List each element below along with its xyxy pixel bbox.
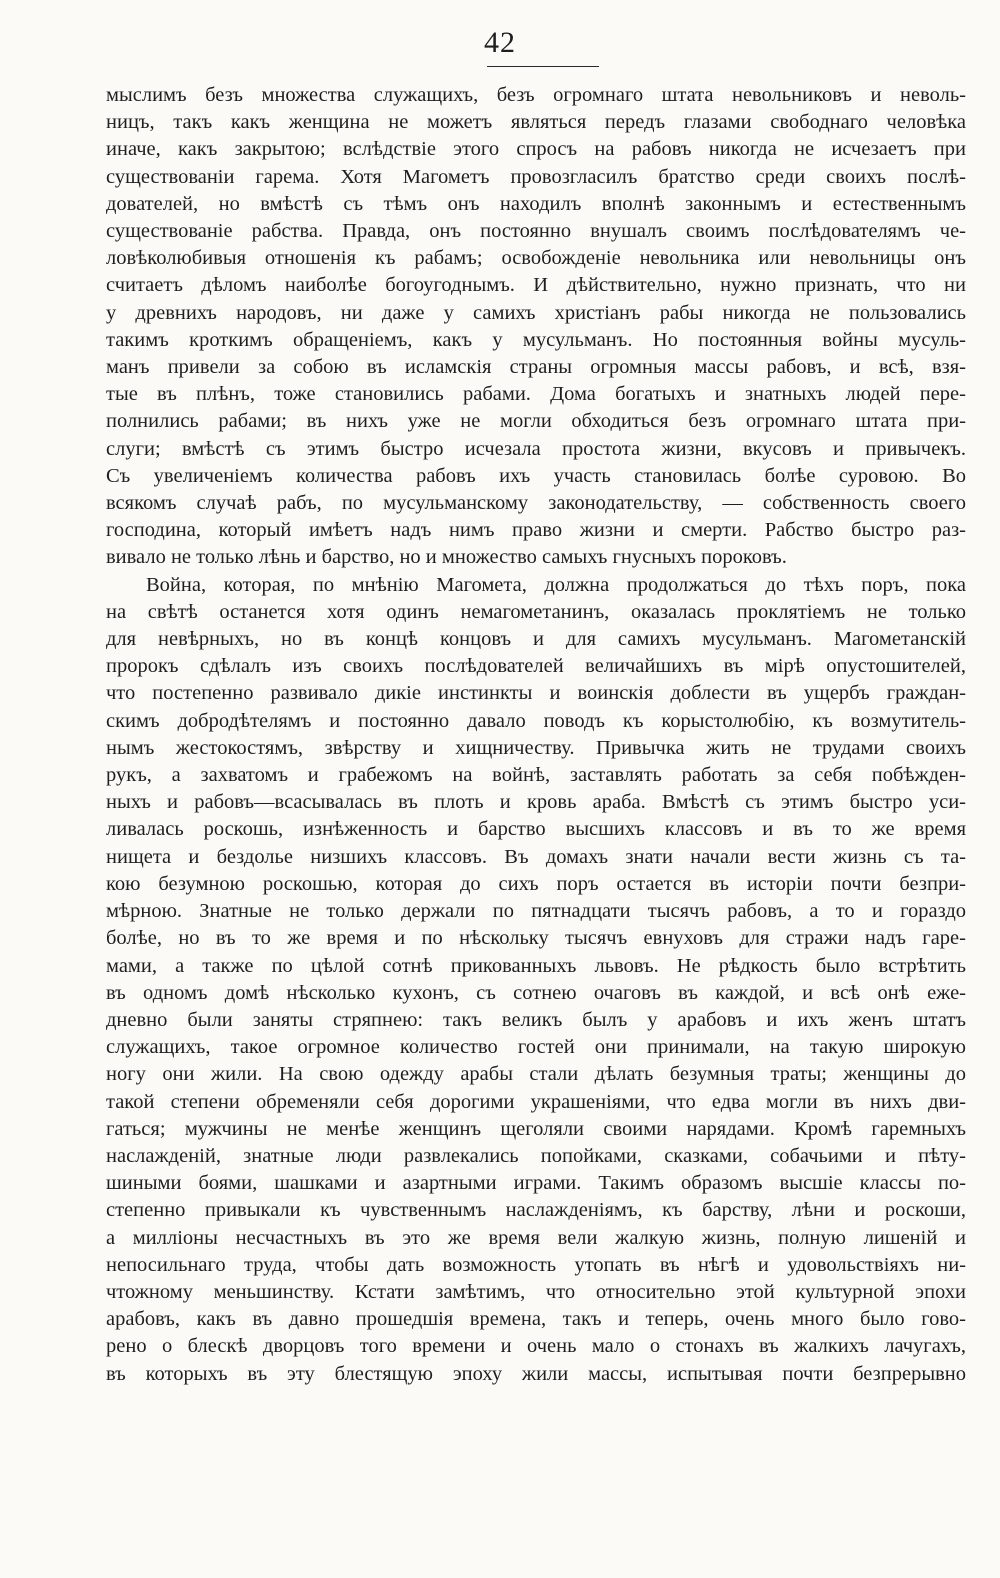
- text-line: вивало не только лѣнь и барство, но и множество самыхъ гнусныхъ пороковъ.: [106, 546, 787, 569]
- text-line: чтожному меньшинству. Кстати замѣтимъ, что относительно этой культурной эпохи: [106, 1280, 966, 1303]
- body-text: [106, 82, 966, 1388]
- text-line: считаетъ дѣломъ наиболѣе богоугоднымъ. И дѣйствительно, нужно признать, что ни: [106, 274, 966, 297]
- text-line: шиными боями, шашками и азартными играми. Такимъ образомъ высшіе классы по-: [106, 1172, 966, 1195]
- text-line: Война, которая, по мнѣнію Магомета, должна продолжаться до тѣхъ поръ, пока: [146, 573, 966, 596]
- page-number: 42: [484, 26, 516, 59]
- text-line: такимъ кроткимъ обращеніемъ, какъ у мусульманъ. Но постоянныя войны мусуль-: [106, 328, 966, 351]
- text-line: ницъ, такъ какъ женщина не можетъ являться передъ глазами свободнаго человѣка: [106, 111, 966, 134]
- text-line: кою безумною роскошью, которая до сихъ поръ остается въ исторіи почти безпри-: [106, 872, 966, 895]
- text-line: въ которыхъ въ эту блестящую эпоху жили массы, испытывая почти безпрерывно: [106, 1362, 966, 1385]
- text-line: наслажденій, знатные люди развлекались попойками, сказками, собачьими и пѣту-: [106, 1144, 966, 1167]
- text-line: дователей, но вмѣстѣ съ тѣмъ онъ находилъ вполнѣ законнымъ и естественнымъ: [106, 192, 966, 215]
- text-line: мыслимъ безъ множества служащихъ, безъ огромнаго штата невольниковъ и неволь-: [106, 84, 966, 106]
- text-line: болѣе, но въ то же время и по нѣскольку тысячъ евнуховъ для стражи надъ гаре-: [106, 927, 966, 950]
- text-line: нищета и бездолье низшихъ классовъ. Въ домахъ знати начали вести жизнь съ та-: [106, 845, 966, 868]
- text-line: Съ увеличеніемъ количества рабовъ ихъ участь становилась болѣе суровою. Во: [106, 464, 966, 487]
- text-line: господина, который имѣетъ надъ нимъ право жизни и смерти. Рабство быстро раз-: [106, 519, 966, 542]
- text-line: а милліоны несчастныхъ въ это же время вели жалкую жизнь, полную лишеній и: [106, 1226, 966, 1249]
- text-line: манъ привели за собою въ исламскія страны огромныя массы рабовъ, и всѣ, взя-: [106, 356, 966, 379]
- header-rule: [487, 66, 599, 67]
- text-line: на свѣтѣ останется хотя одинъ немагометанинъ, оказалась проклятіемъ не только: [106, 600, 966, 623]
- text-line: пророкъ сдѣлалъ изъ своихъ послѣдователей величайшихъ въ мірѣ опустошителей,: [106, 655, 966, 678]
- text-line: нымъ жестокостямъ, звѣрству и хищничеству. Привычка жить не трудами своихъ: [106, 736, 966, 759]
- text-line: скимъ добродѣтелямъ и постоянно давало поводъ къ корыстолюбію, къ возмутитель-: [106, 709, 966, 732]
- text-line: мѣрною. Знатные не только держали по пятнадцати тысячъ рабовъ, а то и гораздо: [106, 900, 966, 923]
- text-line: такой степени обременяли себя дорогими украшеніями, что едва могли въ нихъ дви-: [106, 1090, 966, 1113]
- text-line: слуги; вмѣстѣ съ этимъ быстро исчезала простота жизни, вкусовъ и привычекъ.: [106, 437, 966, 460]
- text-line: существованіе рабства. Правда, онъ постоянно внушалъ своимъ послѣдователямъ че-: [106, 220, 966, 243]
- text-line: тые въ плѣнъ, тоже становились рабами. Дома богатыхъ и знатныхъ людей пере-: [106, 383, 966, 406]
- text-line: степенно привыкали къ чувственнымъ наслажденіямъ, къ барству, лѣни и роскоши,: [106, 1199, 966, 1222]
- text-line: въ одномъ домѣ нѣсколько кухонъ, съ сотнею очаговъ въ каждой, и всѣ онѣ еже-: [106, 981, 966, 1004]
- text-line: у древнихъ народовъ, ни даже у самихъ христіанъ рабы никогда не пользовались: [106, 301, 966, 324]
- text-line: рено о блескѣ дворцовъ того времени и очень мало о стонахъ въ жалкихъ лачугахъ,: [106, 1335, 966, 1358]
- text-line: полнились рабами; въ нихъ уже не могли обходиться безъ огромнаго штата при-: [106, 410, 966, 433]
- text-line: ныхъ и рабовъ—всасывалась въ плоть и кровь араба. Вмѣстѣ съ этимъ быстро уси-: [106, 791, 966, 814]
- text-line: арабовъ, какъ въ давно прошедшія времена, такъ и теперь, очень много было гово-: [106, 1308, 966, 1331]
- text-line: существованіи гарема. Хотя Магометъ провозгласилъ братство среди своихъ послѣ-: [106, 165, 966, 188]
- text-line: для невѣрныхъ, но въ концѣ концовъ и для самихъ мусульманъ. Магометанскій: [106, 628, 966, 651]
- text-line: дневно были заняты стряпнею: такъ великъ былъ у арабовъ и ихъ женъ штатъ: [106, 1008, 966, 1031]
- text-line: иначе, какъ закрытою; вслѣдствіе этого спросъ на рабовъ никогда не исчезаетъ при: [106, 138, 966, 161]
- text-line: мами, а также по цѣлой сотнѣ прикованныхъ львовъ. Не рѣдкость было встрѣтить: [106, 954, 966, 977]
- text-line: непосильнаго труда, чтобы дать возможность утопать въ нѣгѣ и удовольствіяхъ ни-: [106, 1253, 966, 1276]
- text-line: рукъ, а захватомъ и грабежомъ на войнѣ, заставлять работать за себя побѣжден-: [106, 764, 966, 787]
- text-line: гаться; мужчины не менѣе женщинъ щеголяли своими нарядами. Кромѣ гаремныхъ: [106, 1117, 966, 1140]
- text-line: ловѣколюбивыя отношенія къ рабамъ; освобожденіе невольника или невольницы онъ: [106, 247, 966, 270]
- text-line: ливалась роскошь, изнѣженность и барство высшихъ классовъ и въ то же время: [106, 818, 966, 841]
- text-line: служащихъ, такое огромное количество гостей они принимали, на такую широкую: [106, 1036, 966, 1059]
- text-line: ногу они жили. На свою одежду арабы стали дѣлать безумныя траты; женщины до: [106, 1063, 966, 1086]
- text-line: что постепенно развивало дикіе инстинкты и воинскія доблести въ ущербъ граждан-: [106, 682, 966, 705]
- text-line: всякомъ случаѣ рабъ, по мусульманскому законодательству, — собственность своего: [106, 492, 966, 515]
